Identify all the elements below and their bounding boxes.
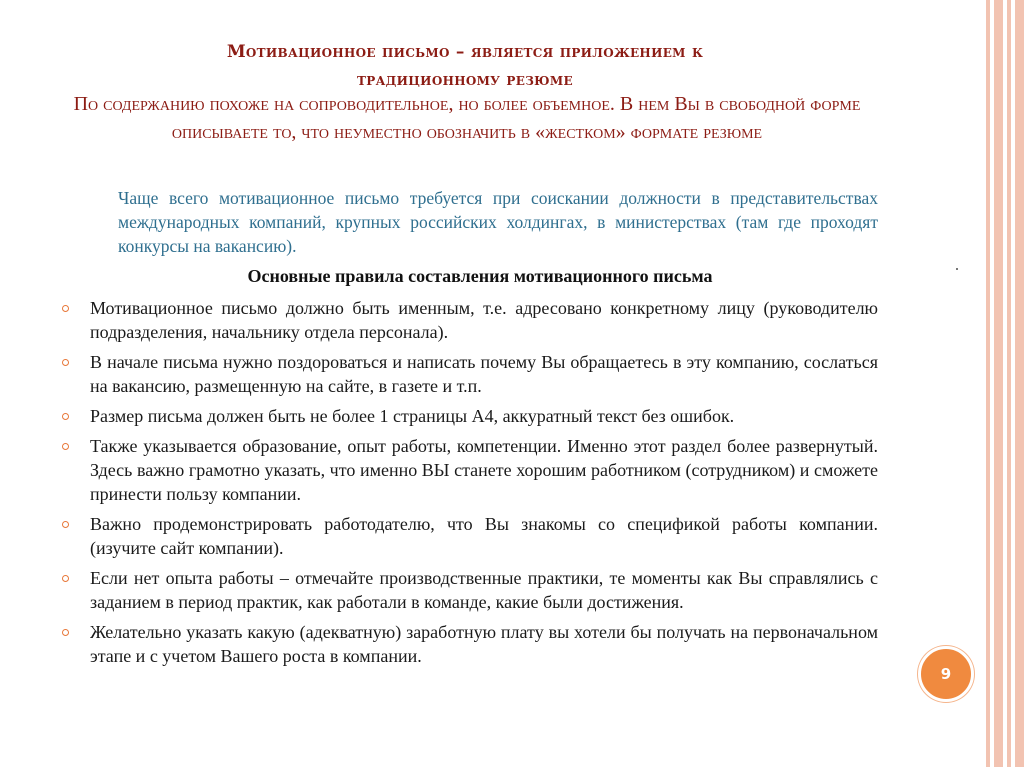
circle-bullet-icon <box>62 575 69 582</box>
slide-subtitle: По содержанию похоже на сопроводительное, но более объемное. В нем Вы в свободной форме описываете то, что неуместно обозначить в «жестком» формате резюме <box>73 93 861 143</box>
stray-dot <box>956 268 958 270</box>
page-number-badge: 9 <box>918 646 974 702</box>
list-item-text: Мотивационное письмо должно быть именным, т.е. адресовано конкретному лицу (руководителю подразделения, начальнику отдела персонала). <box>90 298 878 342</box>
circle-bullet-icon <box>62 629 69 636</box>
list-item-text: Желательно указать какую (адекватную) заработную плату вы хотели бы получать на первоначальном этапе и с учетом Вашего роста в компании. <box>90 622 878 666</box>
list-item-text: Если нет опыта работы – отмечайте производственные практики, те моменты как Вы справлялись с заданием в период практик, как работали в команде, какие были достижения. <box>90 568 878 612</box>
title-line-1: Мотивационное письмо – является приложением к <box>226 42 704 62</box>
frame-stripe <box>994 0 1003 767</box>
intro-paragraph: Чаще всего мотивационное письмо требуется при соискании должности в представительствах международных компаний, крупных российских холдингах, в министерствах (там где проходят конкурсы на вакансию). <box>118 188 878 256</box>
list-item <box>62 620 878 668</box>
list-item <box>62 566 878 614</box>
list-item-text: Важно продемонстрировать работодателю, что Вы знакомы со спецификой работы компании. (изучите сайт компании). <box>90 514 878 558</box>
rules-heading: Основные правила составления мотивационного письма <box>247 266 713 286</box>
circle-bullet-icon <box>62 359 69 366</box>
list-item <box>62 434 878 506</box>
list-item <box>62 296 878 344</box>
frame-stripe <box>1015 0 1024 767</box>
list-item <box>62 404 878 428</box>
rules-list <box>62 296 878 674</box>
list-item-text: Также указывается образование, опыт работы, компетенции. Именно этот раздел более развернутый. Здесь важно грамотно указать, что именно ВЫ станете хорошим работником (сотрудником) и сможете принести пользу компании. <box>90 436 878 504</box>
circle-bullet-icon <box>62 413 69 420</box>
title-line-2: традиционному резюме <box>357 70 573 90</box>
slide-title <box>70 38 860 94</box>
list-item <box>62 350 878 398</box>
circle-bullet-icon <box>62 305 69 312</box>
list-item <box>62 512 878 560</box>
list-item-text: В начале письма нужно поздороваться и написать почему Вы обращаетесь в эту компанию, сослаться на вакансию, размещенную на сайте, в газете и т.п. <box>90 352 878 396</box>
frame-stripe <box>986 0 990 767</box>
circle-bullet-icon <box>62 443 69 450</box>
list-item-text: Размер письма должен быть не более 1 страницы А4, аккуратный текст без ошибок. <box>90 406 735 426</box>
circle-bullet-icon <box>62 521 69 528</box>
frame-stripe <box>1007 0 1011 767</box>
